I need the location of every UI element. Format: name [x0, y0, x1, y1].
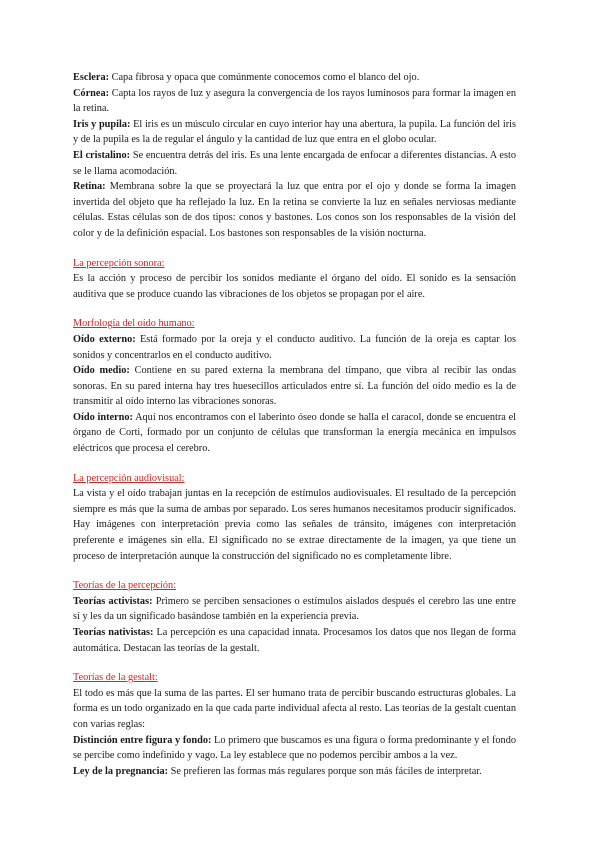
text-teorias-nativistas: La percepción es una capacidad innata. Procesamos los datos que nos llegan de forma automática. Destacan las teorías de la gestalt. — [73, 627, 516, 654]
text-esclera: Capa fibrosa y opaca que comúnmente conocemos como el blanco del ojo. — [109, 72, 420, 83]
heading-teorias-gestalt: Teorías de la gestalt: — [73, 672, 158, 684]
paragraph-esclera — [73, 70, 516, 86]
text-retina: Membrana sobre la que se proyectará la luz que entra por el ojo y donde se forma la imagen invertida del objeto que ha reflejado la luz. En la retina se convierte la luz en señales nerviosas mediante células. Estas células son de dos tipos: conos y bastones. Los conos son los responsables de la visión del color y de la definición espacial. Los bastones son responsables de la visión nocturna. — [73, 181, 516, 239]
text-cornea: Capta los rayos de luz y asegura la convergencia de los rayos luminosos para formar la imagen en la retina. — [73, 87, 516, 115]
paragraph-figura-fondo — [73, 733, 516, 764]
term-esclera: Esclera: — [73, 72, 110, 83]
paragraph-oido-medio — [73, 363, 516, 410]
term-cristalino: El cristalino: — [73, 149, 131, 161]
text-iris: El iris es un músculo circular en cuyo interior hay una abertura, la pupila. La función del iris y de la pupila es la de regular el ángulo y la cantidad de luz que entra en el globo ocular. — [73, 118, 516, 146]
paragraph-ley-pregnancia — [73, 764, 516, 780]
heading-percepcion-audiovisual: La percepción audiovisual: — [73, 472, 185, 484]
paragraph-gestalt-intro: El todo es más que la suma de las partes. El ser humano trata de percibir buscando estructuras globales. La forma es un todo organizado en la que cada parte individual afecta al resto. Las teorías de la gestalt cuentan con varias reglas: — [73, 687, 516, 730]
term-cornea: Córnea: — [73, 87, 110, 99]
term-ley-pregnancia: Ley de la pregnancia: — [73, 765, 169, 777]
term-iris: Iris y pupila: — [73, 118, 131, 130]
term-oido-externo: Oído externo: — [73, 333, 136, 345]
term-figura-fondo: Distinción entre figura y fondo: — [73, 734, 212, 746]
heading-percepcion-sonora: La percepción sonora: — [73, 257, 165, 269]
term-teorias-activistas: Teorías activistas: — [73, 595, 153, 607]
text-ley-pregnancia: Se prefieren las formas más regulares porque son más fáciles de interpretar. — [168, 765, 482, 777]
paragraph-cornea — [73, 86, 516, 117]
paragraph-sonora: Es la acción y proceso de percibir los sonidos mediante el órgano del oído. El sonido es la sensación auditiva que se produce cuando las vibraciones de los objetos se propagan por el aire. — [73, 273, 516, 300]
term-oido-medio: Oído medio: — [73, 365, 130, 377]
heading-teorias-percepcion: Teorías de la percepción: — [73, 580, 177, 592]
text-cristalino: Se encuentra detrás del iris. Es una lente encargada de enfocar a diferentes distancias. A esto se le llama acomodación. — [73, 149, 516, 177]
text-teorias-activistas: Primero se perciben sensaciones o estímulos aislados después el cerebro las une entre sí y les da un significado basándose también en la experiencia previa. — [73, 595, 516, 623]
term-teorias-nativistas: Teorías nativistas: — [73, 627, 154, 638]
paragraph-iris — [73, 117, 516, 148]
text-oido-medio: Contiene en su pared externa la membrana del tímpano, que vibra al recibir las ondas sonoras. En su pared interna hay tres huesecillos articulados entre sí. La función del oído medio es la de transmitir al oído interno las vibraciones sonoras. — [73, 365, 516, 408]
term-retina: Retina: — [73, 181, 106, 193]
text-oido-externo: Está formado por la oreja y el conducto auditivo. La función de la oreja es captar los sonidos y concentrarlos en el conducto auditivo. — [73, 333, 516, 361]
text-oido-interno: Aquí nos encontramos con el laberinto óseo donde se halla el caracol, donde se encuentra el órgano de Corti, formado por un conjunto de células que transforman la energía mecánica en impulsos eléctricos que procesa el cerebro. — [73, 411, 516, 455]
paragraph-retina — [73, 179, 516, 241]
text-figura-fondo: Lo primero que buscamos es una figura o forma predominante y el fondo se percibe como indefinido y vago. La ley establece que no podemos percibir ambos a la vez. — [73, 734, 516, 762]
heading-morfologia-oido: Morfología del oído humano: — [73, 318, 195, 330]
paragraph-audiovisual: La vista y el oído trabajan juntas en la recepción de estímulos audiovisuales. El resultado de la percepción siempre es más que la suma de ambas por separado. Los seres humanos necesitamos producir significados. Hay imágenes con interpretación previa como las señales de tránsito, imágenes con interpretación preferente e imágenes sin ella. El significado no se extrae directamente de la imagen, ya que tiene un proceso de interpretación aunque la construcción del significado no es completamente libre. — [73, 488, 516, 562]
paragraph-teorias-activistas — [73, 594, 516, 625]
paragraph-oido-interno — [73, 410, 516, 457]
paragraph-cristalino — [73, 148, 516, 179]
paragraph-oido-externo — [73, 332, 516, 363]
term-oido-interno: Oído interno: — [73, 411, 133, 423]
paragraph-teorias-nativistas — [73, 625, 516, 656]
